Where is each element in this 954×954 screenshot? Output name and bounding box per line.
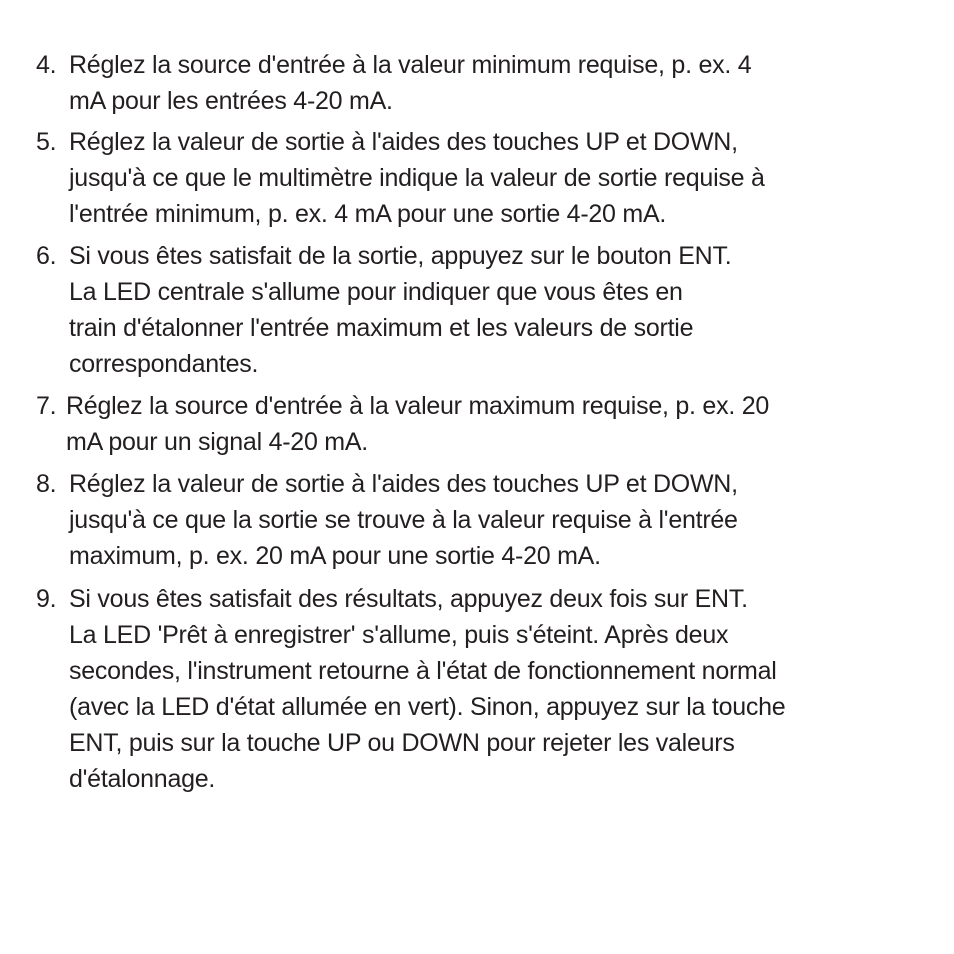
step-text-line: l'entrée minimum, p. ex. 4 mA pour une sortie 4-20 mA. — [69, 200, 667, 228]
step-text-line: ENT, puis sur la touche UP ou DOWN pour rejeter les valeurs — [69, 729, 735, 757]
step-text-line: jusqu'à ce que la sortie se trouve à la valeur requise à l'entrée — [69, 506, 738, 534]
step-5 — [36, 124, 924, 232]
step-number: 8. — [36, 470, 57, 498]
step-text-line: (avec la LED d'état allumée en vert). Sinon, appuyez sur la touche — [69, 693, 786, 721]
step-text-line: La LED 'Prêt à enregistrer' s'allume, puis s'éteint. Après deux — [69, 621, 729, 649]
step-text-line: Réglez la valeur de sortie à l'aides des touches UP et DOWN, — [69, 470, 738, 498]
step-text-line: mA pour un signal 4-20 mA. — [66, 428, 368, 456]
step-text-line: mA pour les entrées 4-20 mA. — [69, 87, 393, 115]
step-7 — [36, 388, 924, 460]
step-4 — [36, 47, 924, 119]
step-text-line: Réglez la source d'entrée à la valeur maximum requise, p. ex. 20 — [66, 392, 770, 420]
step-text-line: La LED centrale s'allume pour indiquer que vous êtes en — [69, 278, 683, 306]
step-9 — [36, 581, 924, 797]
step-6 — [36, 238, 924, 382]
step-text-line: jusqu'à ce que le multimètre indique la valeur de sortie requise à — [69, 164, 765, 192]
step-number: 6. — [36, 242, 57, 270]
step-text-line: d'étalonnage. — [69, 765, 216, 793]
step-number: 9. — [36, 585, 57, 613]
step-text-line: secondes, l'instrument retourne à l'état de fonctionnement normal — [69, 657, 777, 685]
step-text-line: Réglez la valeur de sortie à l'aides des touches UP et DOWN, — [69, 128, 738, 156]
step-text-line: maximum, p. ex. 20 mA pour une sortie 4-20 mA. — [69, 542, 601, 570]
step-number: 7. — [36, 392, 57, 420]
step-text-line: correspondantes. — [69, 350, 259, 378]
step-number: 4. — [36, 51, 57, 79]
step-text-line: Réglez la source d'entrée à la valeur minimum requise, p. ex. 4 — [69, 51, 752, 79]
step-8 — [36, 466, 924, 574]
step-text-line: Si vous êtes satisfait de la sortie, appuyez sur le bouton ENT. — [69, 242, 732, 270]
step-text-line: train d'étalonner l'entrée maximum et les valeurs de sortie — [69, 314, 694, 342]
step-number: 5. — [36, 128, 57, 156]
step-text-line: Si vous êtes satisfait des résultats, appuyez deux fois sur ENT. — [69, 585, 748, 613]
